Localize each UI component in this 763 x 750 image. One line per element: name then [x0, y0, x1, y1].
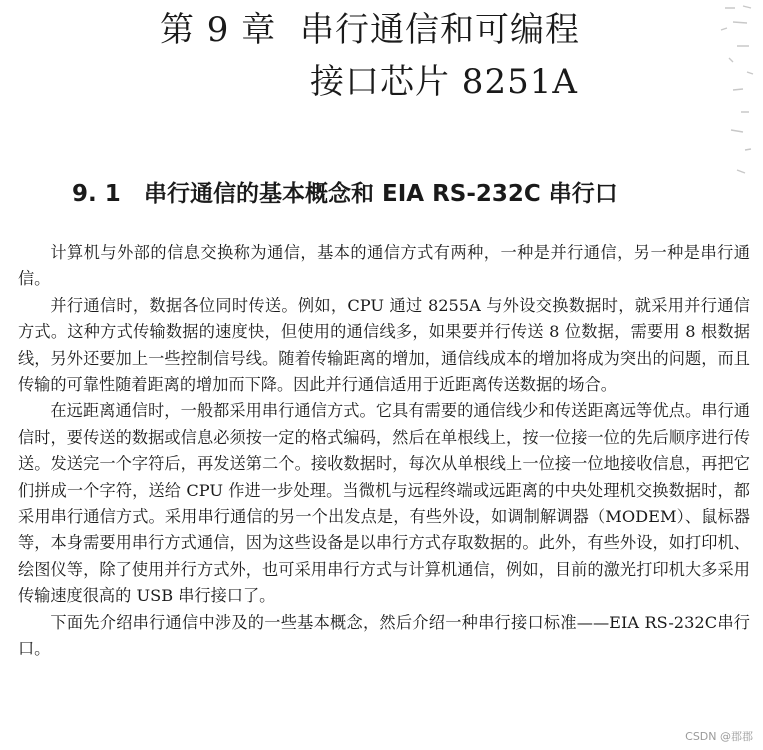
chapter-title-line2: 接口芯片 8251A — [310, 62, 578, 102]
paragraph: 在远距离通信时，一般都采用串行通信方式。它具有需要的通信线少和传送距离远等优点。串行通信时，要传送的数据或信息必须按一定的格式编码，然后在单根线上，按一位接一位的先后顺序进行传送。发送完一个字符后，再发送第二个。接收数据时，每次从单根线上一位接一位地接收信息，再把它们拼成一个字符，送给 CPU 作进一步处理。当微机与远程终端或远距离的中央处理机交换数据时，都采用串行通信方式。采用串行通信的另一个出发点是，有些外设，如调制解调器（MODEM）、鼠标器等，本身需要用串行方式通信，因为这些设备是以串行方式存取数据的。此外，有些外设，如打印机、绘图仪等，除了使用并行方式外，也可采用串行方式与计算机通信，例如，目前的激光打印机大多采用传输速度很高的 USB 串行接口了。 — [18, 401, 750, 606]
paragraph: 下面先介绍串行通信中涉及的一些基本概念，然后介绍一种串行接口标准——EIA RS-232C串行口。 — [18, 612, 750, 659]
watermark: CSDN @郡郡 — [685, 730, 753, 743]
section-title: 串行通信的基本概念和 EIA RS-232C 串行口 — [144, 181, 618, 207]
section-heading — [72, 178, 618, 210]
chapter-title-text-1: 串行通信和可编程 — [300, 10, 580, 50]
body-text — [18, 240, 750, 663]
section-number: 9. 1 — [72, 181, 121, 207]
scan-artifact-marks — [703, 0, 763, 200]
paragraph: 并行通信时，数据各位同时传送。例如，CPU 通过 8255A 与外设交换数据时，就采用并行通信方式。这种方式传输数据的速度快，但使用的通信线多，如果要并行传送 8 位数据，需要用 8 根数据线，另外还要加上一些控制信号线。随着传输距离的增加，通信线成本的增加将成为突出的问题，而且传输的可靠性随着距离的增加而下降。因此并行通信适用于近距离传送数据的场合。 — [18, 295, 750, 395]
paragraph: 计算机与外部的信息交换称为通信，基本的通信方式有两种，一种是并行通信，另一种是串行通信。 — [18, 243, 750, 289]
chapter-number: 第 9 章 — [160, 10, 277, 50]
chapter-title-line1 — [160, 8, 580, 52]
